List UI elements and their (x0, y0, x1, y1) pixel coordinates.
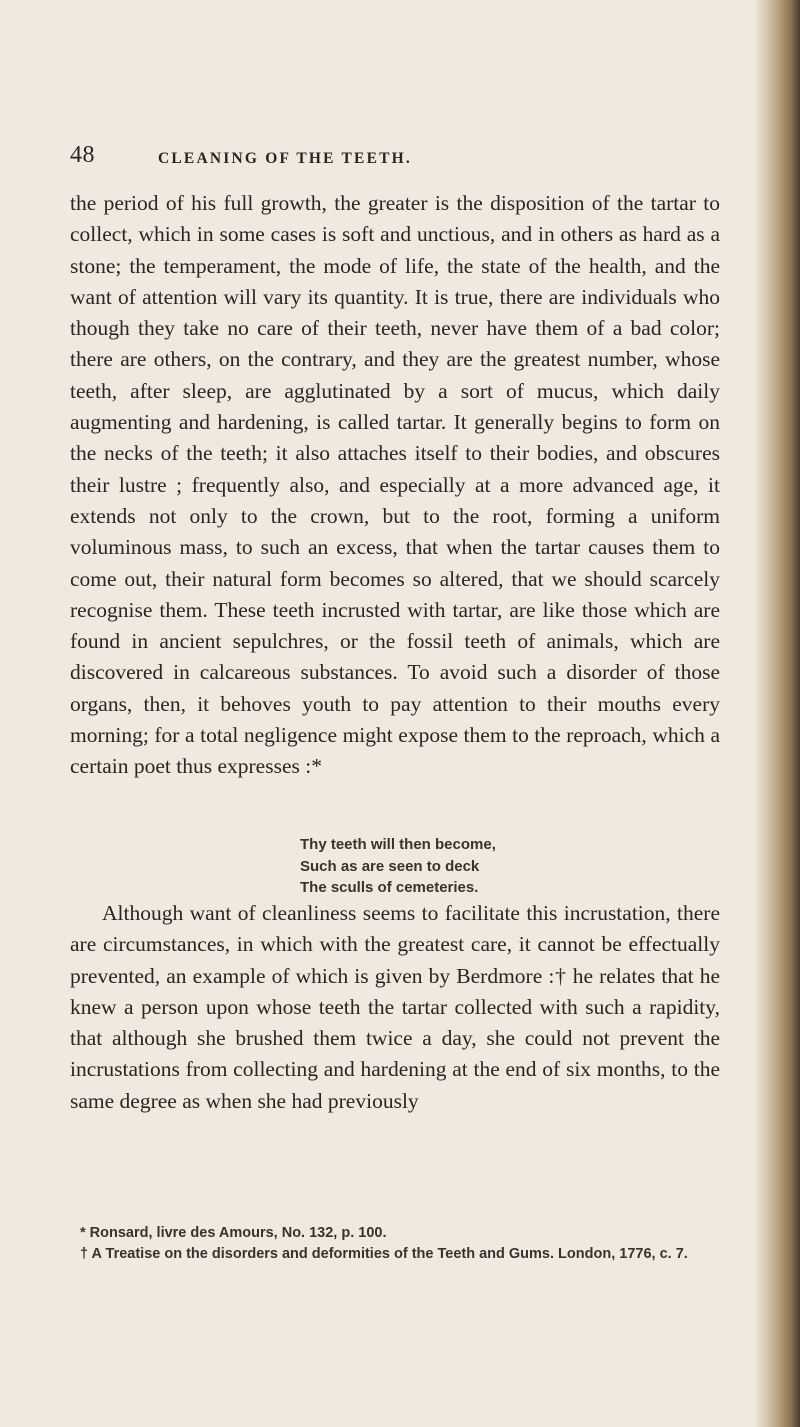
footnote: † A Treatise on the disorders and deformities of the Teeth and Gums. London, 1776, c. 7. (80, 1246, 688, 1262)
footnote: * Ronsard, livre des Amours, No. 132, p. 100. (80, 1225, 387, 1241)
running-head: CLEANING OF THE TEETH. (158, 150, 412, 167)
page-number: 48 (70, 142, 95, 168)
paragraph-2: Although want of cleanliness seems to facilitate this incrustation, there are circumstances, in which with the greatest care, it cannot be effectually prevented, an example of which is given by Berdmore :† he relates that he knew a person upon whose teeth the tartar collected with such a rapidity, that although she brushed them twice a day, she could not prevent the incrustations from collecting and hardening at the end of six months, to the same degree as when she had previously (70, 901, 720, 1113)
verse-quote (300, 834, 496, 899)
page-edge-shadow (754, 0, 800, 1427)
body-text-continued (70, 898, 720, 1117)
verse-line: Thy teeth will then become, (300, 836, 496, 853)
paragraph-1: the period of his full growth, the greater is the disposition of the tartar to collect, which in some cases is soft and unctious, and in others as hard as a stone; the temperament, the mode of life, the state of the health, and the want of attention will vary its quantity. It is true, there are individuals who though they take no care of their teeth, never have them of a bad color; there are others, on the contrary, and they are the greatest number, whose teeth, after sleep, are agglutinated by a sort of mucus, which daily augmenting and hardening, is called tartar. It generally begins to form on the necks of the teeth; it also attaches itself to their bodies, and obscures their lustre ; frequently also, and especially at a more advanced age, it extends not only to the crown, but to the root, forming a uniform voluminous mass, to such an excess, that when the tartar causes them to come out, their natural form becomes so altered, that we should scarcely recognise them. These teeth incrusted with tartar, are like those which are found in ancient sepulchres, or the fossil teeth of animals, which are discovered in calcareous substances. To avoid such a disorder of those organs, then, it behoves youth to pay attention to their mouths every morning; for a total negligence might expose them to the reproach, which a certain poet thus expresses :* (70, 191, 720, 779)
verse-line: The sculls of cemeteries. (300, 879, 479, 896)
footnotes (70, 1223, 720, 1265)
verse-line: Such as are seen to deck (300, 857, 480, 875)
body-text (70, 188, 720, 783)
